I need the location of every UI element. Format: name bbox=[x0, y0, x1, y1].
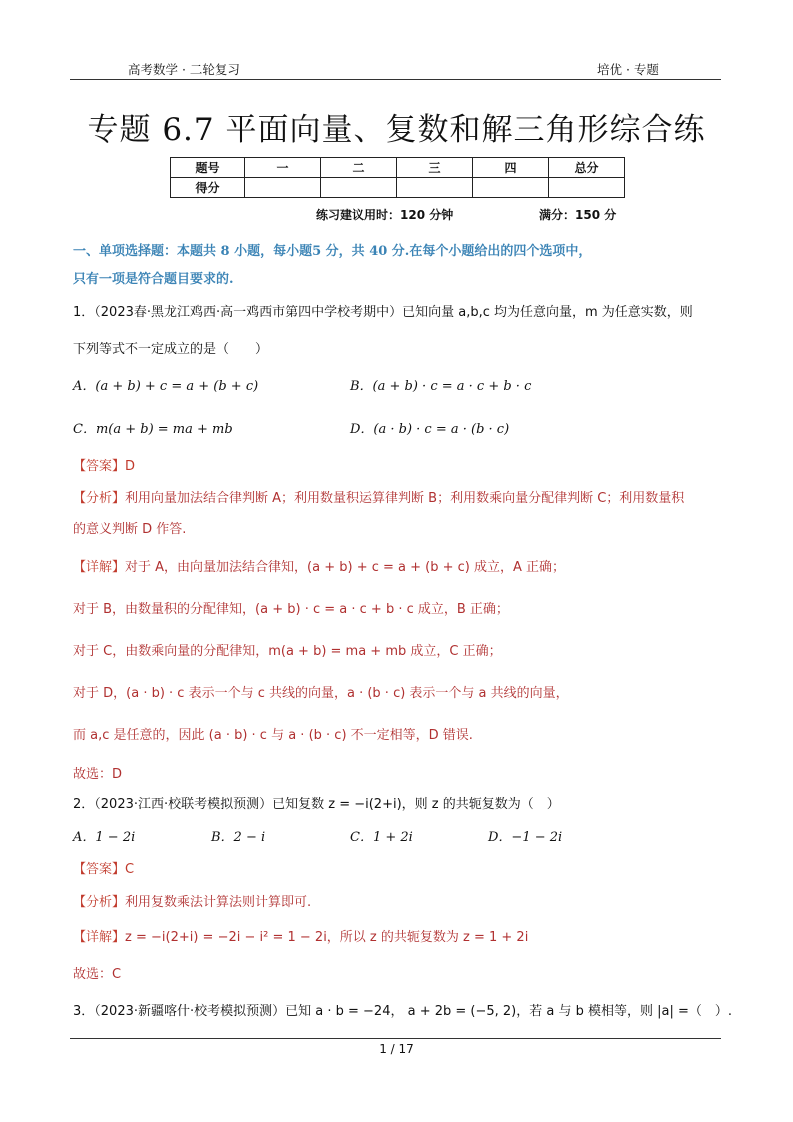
analysis-text: 利用复数乘法计算法则计算即可. bbox=[125, 895, 312, 910]
q1-option-a: A．(a + b) + c = a + (b + c) bbox=[73, 379, 259, 394]
q2-analysis bbox=[73, 891, 311, 910]
q1-option-c: C．m(a + b) = ma + mb bbox=[73, 422, 233, 437]
q1-answer bbox=[73, 455, 135, 474]
score-cell: 一 bbox=[245, 158, 321, 178]
q2-detail bbox=[73, 926, 528, 945]
score-cell bbox=[397, 178, 473, 198]
score-cell bbox=[549, 178, 625, 198]
header-rule bbox=[70, 79, 721, 80]
answer-tag: 【答案】 bbox=[73, 862, 126, 877]
suggested-time: 练习建议用时：120 分钟 bbox=[316, 208, 454, 222]
score-cell: 二 bbox=[321, 158, 397, 178]
q3-stem: 3．（2023·新疆喀什·校考模拟预测）已知 a · b = −24， a + 2b = (−5, 2)，若 a 与 b 模相等，则 |a| =（ ）. bbox=[73, 1004, 733, 1019]
q2-option-a: A．1 − 2i bbox=[73, 830, 136, 845]
q1-detail-line4: 对于 D，(a · b) · c 表示一个与 c 共线的向量，a · (b · c) 表示一个与 a 共线的向量， bbox=[73, 686, 569, 701]
score-cell bbox=[473, 178, 549, 198]
q1-detail-line5: 而 a,c 是任意的，因此 (a · b) · c 与 a · (b · c) 不一定相等，D 错误. bbox=[73, 728, 473, 743]
q1-detail-line2: 对于 B，由数量积的分配律知，(a + b) · c = a · c + b · c 成立，B 正确； bbox=[73, 602, 509, 617]
detail-tag: 【详解】 bbox=[73, 930, 126, 945]
q1-detail-line3: 对于 C，由数乘向量的分配律知，m(a + b) = ma + mb 成立，C 正确； bbox=[73, 644, 502, 659]
analysis-text: 利用向量加法结合律判断 A；利用数量积运算律判断 B；利用数乘向量分配律判断 C；利用数量积 bbox=[125, 491, 685, 506]
score-cell bbox=[321, 178, 397, 198]
q1-option-d: D．(a · b) · c = a · (b · c) bbox=[350, 422, 510, 437]
section-heading-line2: 只有一项是符合题目要求的. bbox=[73, 272, 234, 287]
detail-tag: 【详解】 bbox=[73, 560, 126, 575]
score-cell: 三 bbox=[397, 158, 473, 178]
detail-text: z = −i(2+i) = −2i − i² = 1 − 2i，所以 z 的共轭复数为 z = 1 + 2i bbox=[125, 930, 529, 945]
answer-tag: 【答案】 bbox=[73, 459, 126, 474]
score-cell: 题号 bbox=[171, 158, 245, 178]
score-table bbox=[170, 157, 625, 198]
analysis-tag: 【分析】 bbox=[73, 491, 126, 506]
q2-answer bbox=[73, 858, 134, 877]
page-number: 1 / 17 bbox=[379, 1042, 414, 1056]
q2-choice: 故选：C bbox=[73, 967, 122, 982]
answer-value: C bbox=[125, 862, 135, 877]
q1-choice: 故选：D bbox=[73, 767, 123, 782]
q2-option-b: B．2 − i bbox=[211, 830, 266, 845]
page-title: 专题 6.7 平面向量、复数和解三角形综合练 bbox=[87, 112, 706, 148]
score-cell: 得分 bbox=[171, 178, 245, 198]
score-cell bbox=[245, 178, 321, 198]
q1-detail-line1 bbox=[73, 556, 565, 575]
score-cell: 总分 bbox=[549, 158, 625, 178]
q1-analysis-line2: 的意义判断 D 作答. bbox=[73, 522, 187, 537]
section-heading-line1: 一、单项选择题：本题共 8 小题，每小题5 分，共 40 分.在每个小题给出的四个选项中， bbox=[73, 244, 592, 259]
q1-analysis-line1 bbox=[73, 487, 684, 506]
q1-stem-line2: 下列等式不一定成立的是（ ） bbox=[73, 342, 269, 357]
answer-value: D bbox=[125, 459, 136, 474]
footer-rule bbox=[70, 1038, 721, 1039]
q1-option-b: B．(a + b) · c = a · c + b · c bbox=[350, 379, 532, 394]
header-right: 培优 · 专题 bbox=[597, 62, 659, 77]
detail-text: 对于 A，由向量加法结合律知，(a + b) + c = a + (b + c) 成立，A 正确； bbox=[125, 560, 566, 575]
analysis-tag: 【分析】 bbox=[73, 895, 126, 910]
q1-stem-line1: 1．（2023春·黑龙江鸡西·高一鸡西市第四中学校考期中）已知向量 a,b,c 均为任意向量，m 为任意实数，则 bbox=[73, 305, 693, 320]
header-left: 高考数学 · 二轮复习 bbox=[128, 62, 240, 77]
q2-option-c: C．1 + 2i bbox=[350, 830, 413, 845]
q2-option-d: D．−1 − 2i bbox=[488, 830, 563, 845]
score-table-row bbox=[171, 158, 625, 178]
q2-stem: 2．（2023·江西·校联考模拟预测）已知复数 z = −i(2+i)，则 z 的共轭复数为（ ） bbox=[73, 797, 560, 812]
score-cell: 四 bbox=[473, 158, 549, 178]
full-score: 满分：150 分 bbox=[539, 208, 617, 222]
score-table-row bbox=[171, 178, 625, 198]
